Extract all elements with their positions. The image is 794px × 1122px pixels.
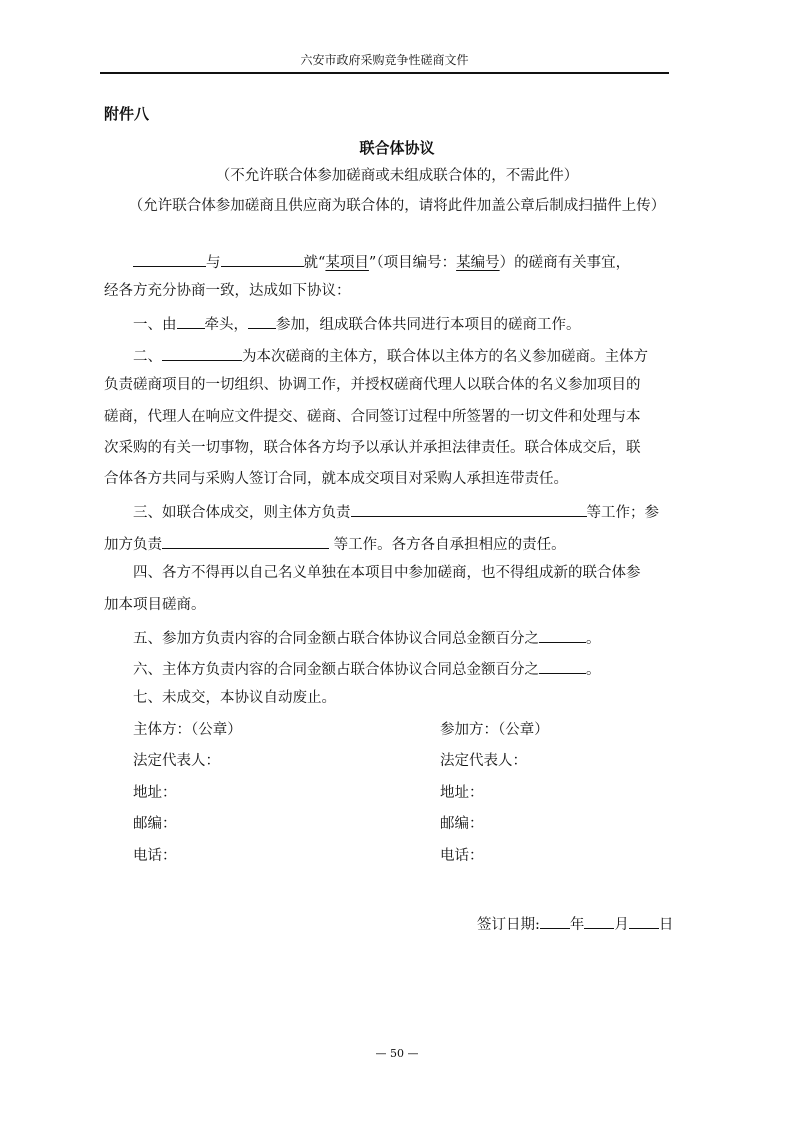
clause-2-line-3: 磋商，代理人在响应文件提交、磋商、合同签订过程中所签署的一切文件和处理与本 xyxy=(104,409,641,425)
clause-7 xyxy=(104,684,690,713)
day-blank xyxy=(629,912,659,929)
clause-3-text-b: 等工作；参 xyxy=(586,505,659,521)
clause-2-text-b: 为本次磋商的主体方，联合体以主体方的名义参加磋商。主体方 xyxy=(242,349,648,365)
clause-4-text-1: 四、各方不得再以自己名义单独在本项目中参加磋商，也不得组成新的联合体参 xyxy=(133,565,641,581)
month-label: 月 xyxy=(614,917,629,933)
note-line-2: （允许联合体参加磋商且供应商为联合体的，请将此件加盖公章后制成扫描件上传） xyxy=(128,198,666,214)
intro-with-text: 与 xyxy=(206,255,221,271)
clause-6 xyxy=(104,653,690,685)
main-party-postcode: 邮编： xyxy=(133,816,177,832)
clause-2-line-1 xyxy=(104,340,690,372)
clause-2-line-4: 次采购的有关一切事物，联合体各方均予以承认并承担法律责任。联合体成交后，联 xyxy=(104,440,641,456)
clause-2-text-a: 二、 xyxy=(133,349,162,365)
member-party-postcode: 邮编： xyxy=(440,816,484,832)
clause-1-text-a: 一、由 xyxy=(133,317,177,333)
member-party-address: 地址： xyxy=(440,785,484,801)
party-a-blank xyxy=(133,246,206,267)
intro-line-2: 经各方充分协商一致，达成如下协议： xyxy=(104,283,351,299)
member-party-seal: 参加方：（公章） xyxy=(440,722,549,738)
member-duty-blank xyxy=(162,528,329,549)
day-label: 日 xyxy=(658,917,674,933)
member-party-phone: 电话： xyxy=(440,848,484,864)
document-title: 联合体协议 xyxy=(359,139,435,157)
clause-2-line-2: 负责磋商项目的一切组织、协调工作，并授权磋商代理人以联合体的名义参加项目的 xyxy=(104,377,641,393)
clause-3-line-2 xyxy=(104,528,690,560)
clause-1-text-b: 牵头， xyxy=(204,317,248,333)
clause-7-text: 七、未成交，本协议自动废止。 xyxy=(133,690,336,706)
header-rule xyxy=(100,72,669,74)
intro-line-1 xyxy=(104,246,690,278)
year-label: 年 xyxy=(569,917,585,933)
signing-date-label: 签订日期: xyxy=(477,917,540,933)
clause-5-text: 五、参加方负责内容的合同金额占联合体协议合同总金额百分之 xyxy=(133,631,539,647)
party-b-blank xyxy=(221,246,304,267)
year-blank xyxy=(540,912,570,929)
month-blank xyxy=(584,912,614,929)
project-number: 某编号 xyxy=(456,255,500,271)
main-party-phone: 电话： xyxy=(133,848,177,864)
project-name: 某项目 xyxy=(325,255,369,271)
member-party-rep: 法定代表人： xyxy=(440,753,527,769)
clause-2-line-5: 合体各方共同与采购人签订合同，就本成交项目对采购人承担连带责任。 xyxy=(104,471,568,487)
clause-3-line-1 xyxy=(104,496,690,528)
main-party-seal: 主体方：（公章） xyxy=(133,722,242,738)
main-percent-blank xyxy=(539,653,586,674)
main-party-blank xyxy=(162,340,242,361)
clause-4-line-2: 加本项目磋商。 xyxy=(104,597,206,613)
running-header: 六安市政府采购竞争性磋商文件 xyxy=(300,53,469,67)
member-party-blank xyxy=(248,308,276,329)
member-percent-blank xyxy=(539,622,586,643)
clause-3-text-a: 三、如联合体成交，则主体方负责 xyxy=(133,505,351,521)
clause-3-text-d: 等工作。各方各自承担相应的责任。 xyxy=(329,537,566,553)
lead-party-blank xyxy=(177,308,205,329)
clause-1-text-c: 参加，组成联合体共同进行本项目的磋商工作。 xyxy=(276,317,581,333)
clause-5 xyxy=(104,622,690,654)
appendix-label: 附件八 xyxy=(104,105,150,123)
intro-no-text: ”（项目编号： xyxy=(368,255,457,271)
intro-end-text: ）的磋商有关事宜， xyxy=(499,255,631,271)
clause-5-end: 。 xyxy=(586,631,601,647)
clause-6-end: 。 xyxy=(586,662,601,678)
page-number: — 50 — xyxy=(375,1047,419,1060)
clause-3-text-c: 加方负责 xyxy=(104,537,162,553)
main-party-rep: 法定代表人： xyxy=(133,753,220,769)
clause-6-text: 六、主体方负责内容的合同金额占联合体协议合同总金额百分之 xyxy=(133,662,539,678)
clause-1 xyxy=(104,308,690,340)
note-line-1: （不允许联合体参加磋商或未组成联合体的，不需此件） xyxy=(215,168,579,184)
intro-about-text: 就“ xyxy=(303,255,326,271)
signing-date xyxy=(477,912,673,935)
main-party-address: 地址： xyxy=(133,785,177,801)
main-duty-blank xyxy=(351,496,587,517)
clause-4-line-1 xyxy=(104,559,690,588)
